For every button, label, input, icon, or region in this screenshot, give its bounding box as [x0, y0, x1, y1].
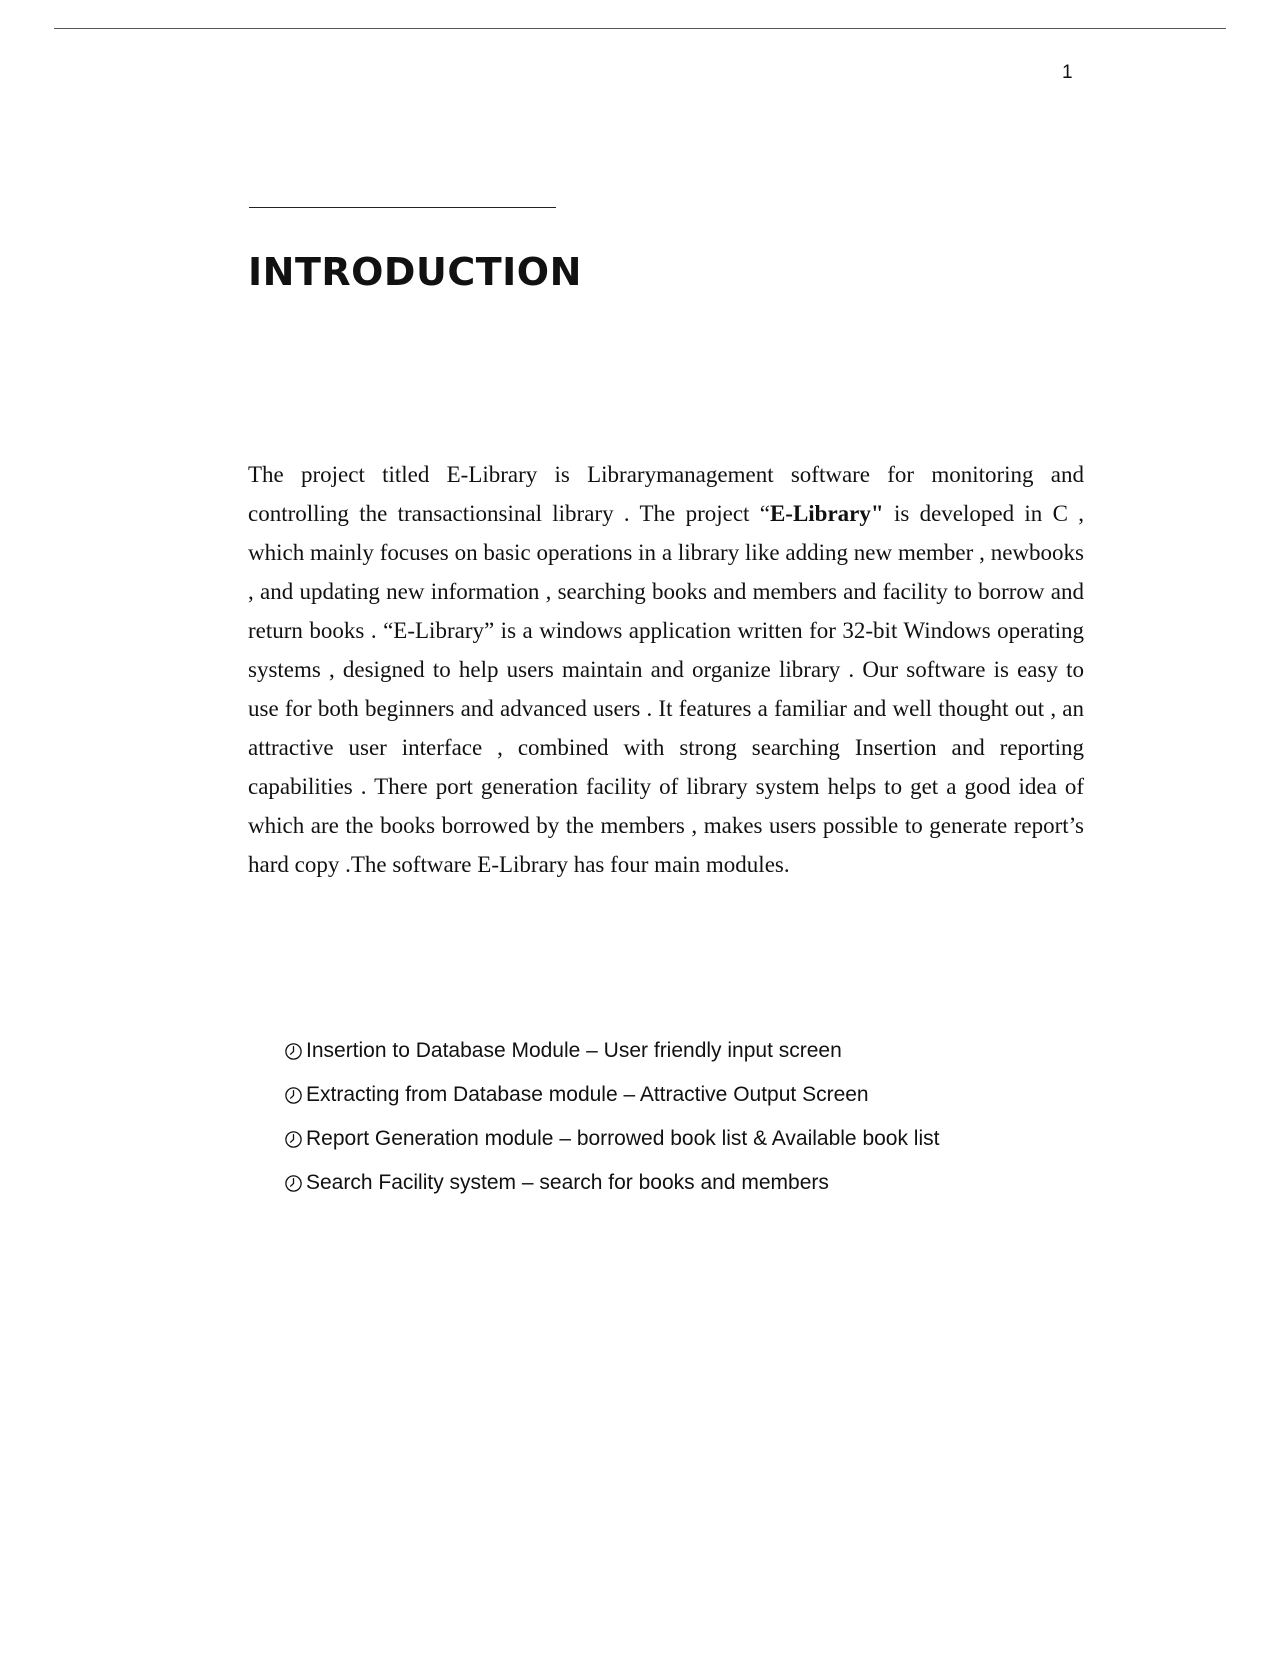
module-item-text: Search Facility system – search for books and members	[306, 1171, 829, 1194]
intro-text-start: The project titled E-Library is Librarymanagement software for monitoring and controlling the transactionsinal library . The project “	[248, 462, 1084, 526]
list-item	[284, 1029, 939, 1073]
module-item-text: Report Generation module – borrowed book list & Available book list	[306, 1127, 940, 1150]
module-item-text: Extracting from Database module – Attractive Output Screen	[306, 1083, 869, 1106]
section-heading: INTRODUCTION	[248, 250, 582, 294]
clock-bullet-icon	[284, 1130, 303, 1149]
clock-bullet-icon	[284, 1042, 303, 1061]
page-header-rule	[54, 28, 1226, 29]
intro-text-bold: E-Library"	[769, 501, 884, 526]
heading-rule	[249, 207, 556, 208]
module-item-text: Insertion to Database Module – User friendly input screen	[306, 1039, 842, 1062]
intro-text-end: is developed in C , which mainly focuses on basic operations in a library like adding new member , newbooks , and updating new information , searching books and members and facility to borrow and return books . “E-Library” is a windows application written for 32-bit Windows operating systems , designed to help users maintain and organize library . Our software is easy to use for both beginners and advanced users . It features a familiar and well thought out , an attractive user interface , combined with strong searching Insertion and reporting capabilities . There port generation facility of library system helps to get a good idea of which are the books borrowed by the members , makes users possible to generate report’s hard copy .The software E-Library has four main modules.	[248, 501, 1084, 877]
clock-bullet-icon	[284, 1174, 303, 1193]
page-number: 1	[1062, 62, 1073, 83]
module-list	[284, 1029, 939, 1205]
list-item	[284, 1161, 939, 1205]
clock-bullet-icon	[284, 1086, 303, 1105]
list-item	[284, 1117, 939, 1161]
list-item	[284, 1073, 939, 1117]
intro-paragraph	[248, 455, 1084, 884]
